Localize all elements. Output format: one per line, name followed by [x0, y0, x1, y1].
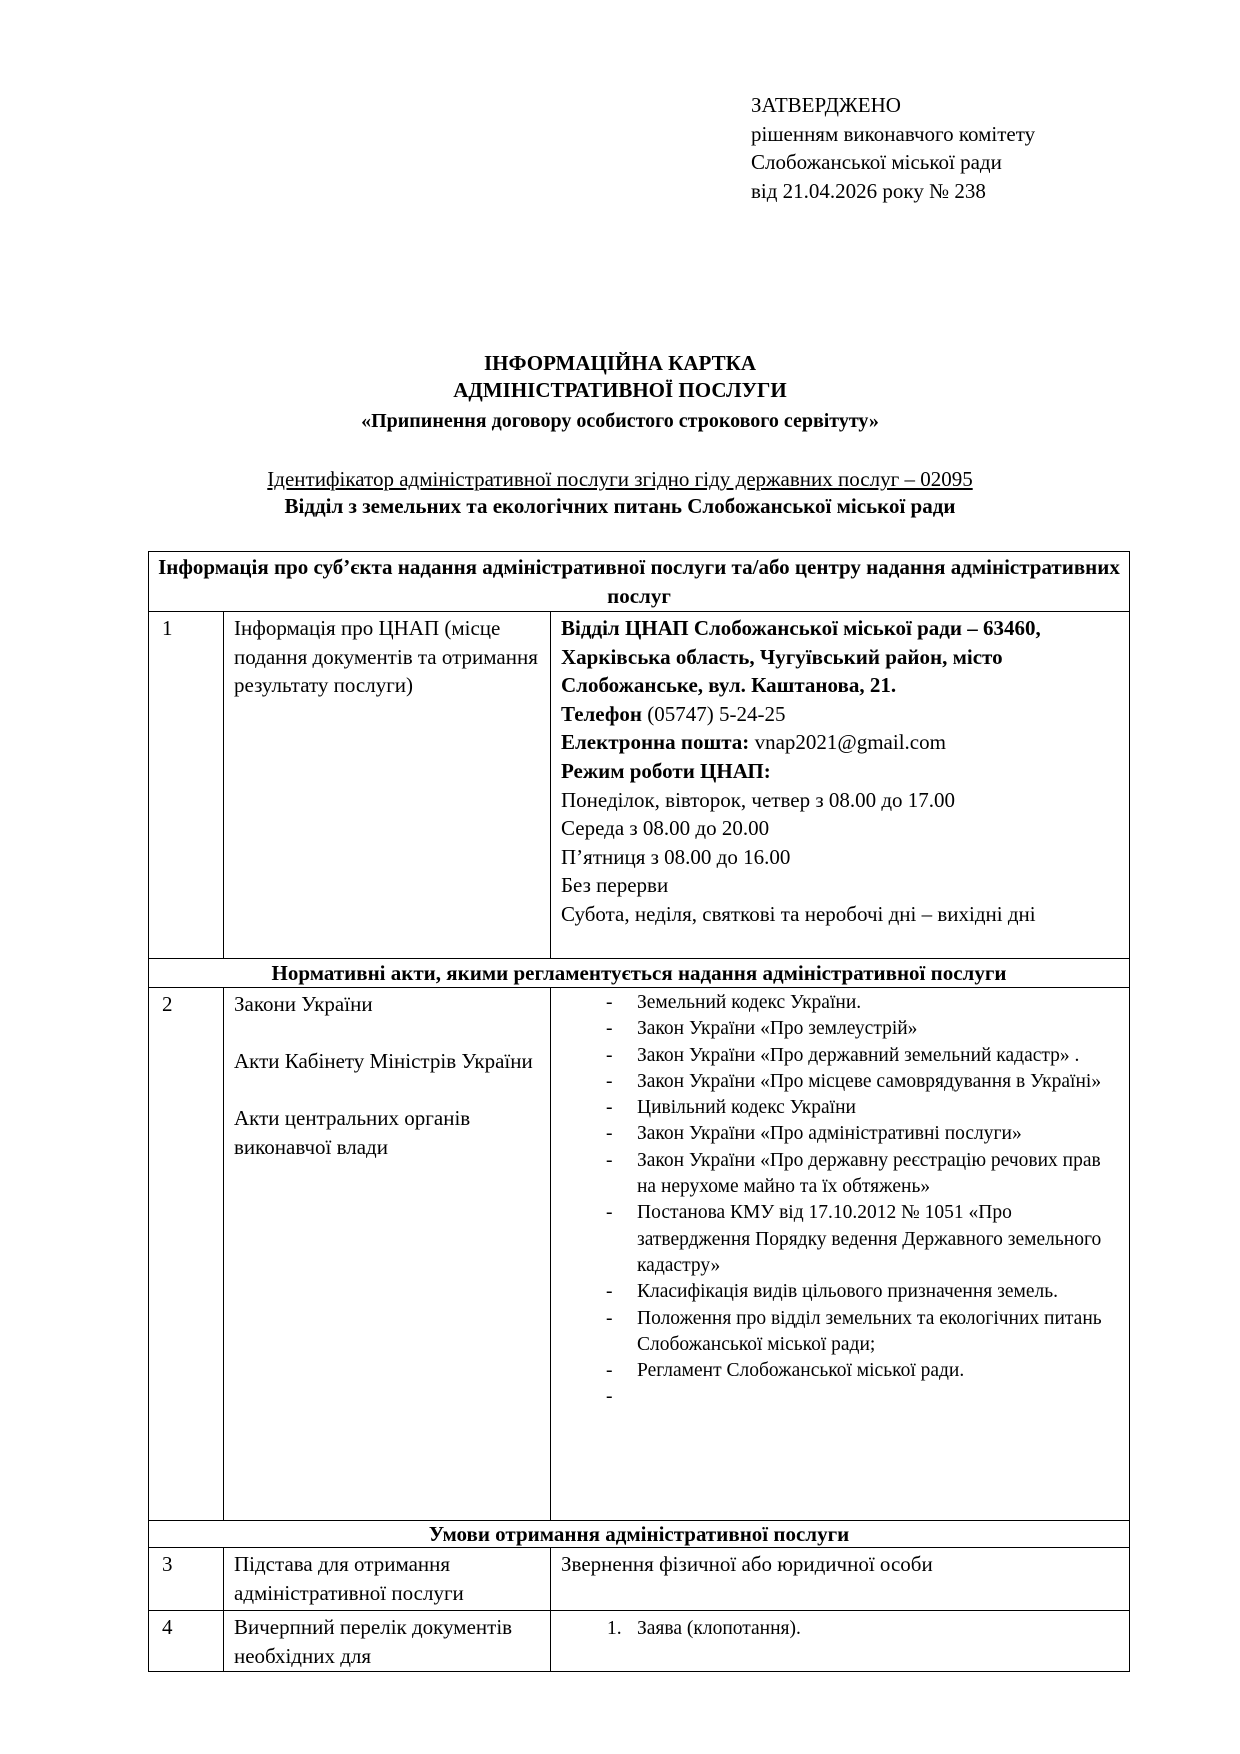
list-text: Заява (клопотання).	[637, 1618, 801, 1639]
document-title: ІНФОРМАЦІЙНА КАРТКА	[483, 351, 756, 375]
cnap-phone	[561, 700, 1121, 729]
label-central: Акти центральних органів виконавчої влади	[234, 1106, 471, 1159]
phone-value: (05747) 5-24-25	[642, 701, 786, 726]
table-row	[149, 1611, 1130, 1672]
section-header: Умови отримання адміністративної послуги	[149, 1521, 1130, 1548]
schedule-line: П’ятниця з 08.00 до 16.00	[561, 844, 791, 869]
label-cabinet: Акти Кабінету Міністрів України	[234, 1049, 533, 1074]
table-row	[149, 612, 1130, 959]
row-label	[224, 988, 551, 1521]
schedule-line: Субота, неділя, святкові та неробочі дні – вихідні дні	[561, 901, 1036, 926]
email-value: vnap2021@gmail.com	[749, 730, 946, 755]
service-name: «Припинення договору особистого строкового сервітуту»	[361, 410, 879, 432]
service-identifier: Ідентифікатор адміністративної послуги згідно гіду державних послуг – 02095	[267, 467, 973, 491]
list-item: - Закон України «Про державний земельний кадастр» .	[551, 1043, 1115, 1069]
schedule-line: Понеділок, вівторок, четвер з 08.00 до 17.00	[561, 787, 956, 812]
table-row	[149, 1548, 1130, 1611]
email-label: Електронна пошта:	[561, 730, 750, 755]
section-header: Інформація про суб’єкта надання адміністративної послуги та/або центру надання адміністративних послуг	[149, 552, 1130, 612]
row-number: 4	[149, 1611, 224, 1672]
list-item	[551, 1616, 1121, 1642]
row-number: 3	[149, 1548, 224, 1611]
list-item: - Закон України «Про землеустрій»	[551, 1016, 1115, 1042]
legal-acts-list	[551, 990, 1121, 1410]
cnap-email	[561, 728, 1121, 757]
table-row	[149, 988, 1130, 1521]
list-item: - Постанова КМУ від 17.10.2012 № 1051 «Про затвердження Порядку ведення Державного земельного кадастру»	[551, 1200, 1115, 1279]
section-header-row	[149, 552, 1130, 612]
document-title-line2: АДМІНІСТРАТИВНОЇ ПОСЛУГИ	[453, 378, 787, 402]
row-number: 1	[149, 612, 224, 959]
schedule-line: Середа з 08.00 до 20.00	[561, 816, 770, 841]
list-item: - Закон України «Про адміністративні послуги»	[551, 1121, 1115, 1147]
row-value	[551, 612, 1130, 959]
phone-label: Телефон	[561, 701, 643, 726]
row-number: 2	[149, 988, 224, 1521]
list-item: - Положення про відділ земельних та екологічних питань Слобожанської міської ради;	[551, 1306, 1115, 1359]
row-label: Вичерпний перелік документів необхідних для	[224, 1611, 551, 1672]
department-name: Відділ з земельних та екологічних питань Слобожанської міської ради	[284, 494, 956, 518]
schedule-label: Режим роботи ЦНАП:	[561, 758, 771, 783]
approval-line: Слобожанської міської ради	[751, 150, 1002, 174]
list-item-empty	[551, 1384, 1115, 1410]
section-header: Нормативні акти, якими регламентується надання адміністративної послуги	[149, 959, 1130, 988]
list-item: - Закон України «Про місцеве самоврядування в Україні»	[551, 1069, 1115, 1095]
documents-list	[551, 1616, 1121, 1642]
list-item: - Земельний кодекс України.	[551, 990, 1115, 1016]
cnap-address: Відділ ЦНАП Слобожанської міської ради – 63460, Харківська область, Чугуївський район, місто Слобожанське, вул. Каштанова, 21.	[561, 616, 1041, 698]
list-item: - Класифікація видів цільового призначення земель.	[551, 1279, 1115, 1305]
list-number: 1.	[607, 1618, 622, 1639]
approval-stamp	[751, 91, 1035, 205]
list-item: - Регламент Слобожанської міської ради.	[551, 1358, 1115, 1384]
info-card-table	[148, 551, 1130, 1672]
row-value: Звернення фізичної або юридичної особи	[551, 1548, 1130, 1611]
label-laws: Закони України	[234, 992, 373, 1016]
row-value	[551, 988, 1130, 1521]
row-value	[551, 1611, 1130, 1672]
approval-heading: ЗАТВЕРДЖЕНО	[751, 93, 901, 117]
approval-line: рішенням виконавчого комітету	[751, 121, 1036, 146]
row-label: Підстава для отримання адміністративної послуги	[224, 1548, 551, 1611]
approval-date: від 21.04.2026 року № 238	[751, 178, 986, 203]
list-item: - Закон України «Про державну реєстрацію речових прав на нерухоме майно та їх обтяжень»	[551, 1148, 1115, 1201]
row-label: Інформація про ЦНАП (місце подання документів та отримання результату послуги)	[224, 612, 551, 959]
schedule-line: Без перерви	[561, 873, 669, 898]
list-item: - Цивільний кодекс України	[551, 1095, 1115, 1121]
section-header-row	[149, 959, 1130, 988]
section-header-row	[149, 1521, 1130, 1548]
